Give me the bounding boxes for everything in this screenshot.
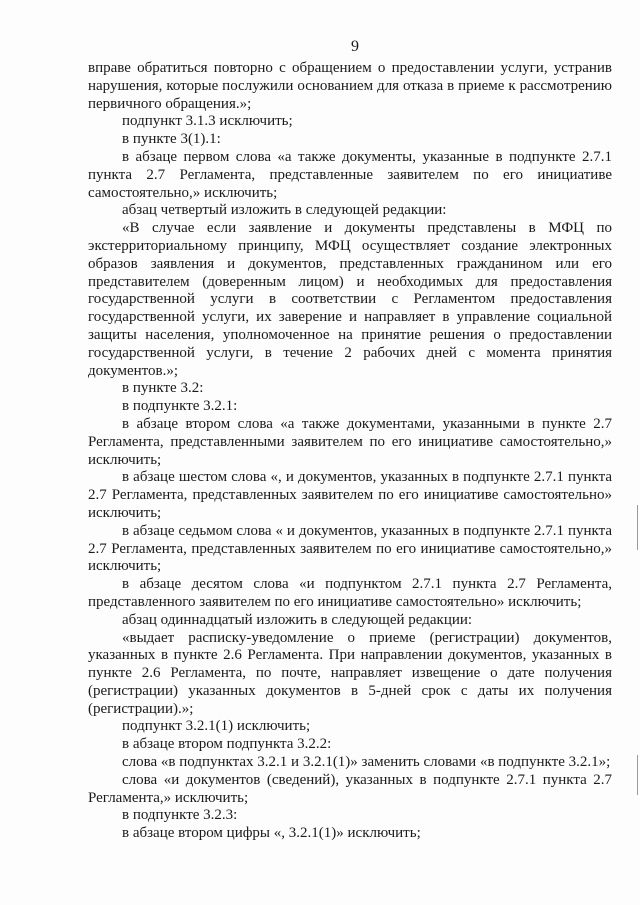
document-paragraph: в абзаце втором подпункта 3.2.2: bbox=[122, 736, 332, 753]
document-paragraph: в подпункте 3.2.1: bbox=[122, 398, 238, 415]
page-number: 9 bbox=[351, 38, 359, 55]
document-paragraph: абзац одиннадцатый изложить в следующей редакции: bbox=[122, 611, 473, 628]
document-paragraph: в абзаце первом слова «а также документы, указанные в подпункте 2.7.1 пункта 2.7 Регламента, представленные заявителем по его инициативе самостоятельно,» исключить; bbox=[88, 148, 612, 201]
document-paragraph: вправе обратиться повторно с обращением о предоставлении услуги, устранив нарушения, которые послужили основанием для отказа в приеме к рассмотрению первичного обращения.»; bbox=[88, 60, 612, 112]
scan-edge-mark bbox=[637, 755, 638, 795]
document-body bbox=[88, 60, 612, 843]
document-paragraph: в подпункте 3.2.3: bbox=[122, 807, 238, 824]
document-paragraph: в абзаце десятом слова «и подпунктом 2.7.1 пункта 2.7 Регламента, представленного заявителем по его инициативе самостоятельно» исключить; bbox=[88, 576, 612, 610]
document-paragraph: подпункт 3.1.3 исключить; bbox=[122, 113, 293, 130]
document-paragraph: в абзаце втором цифры «, 3.2.1(1)» исключить; bbox=[122, 825, 421, 842]
document-paragraph: слова «в подпунктах 3.2.1 и 3.2.1(1)» заменить словами «в подпункте 3.2.1»; bbox=[122, 754, 611, 771]
document-paragraph: подпункт 3.2.1(1) исключить; bbox=[122, 718, 311, 735]
document-paragraph: в пункте 3(1).1: bbox=[122, 131, 221, 148]
document-paragraph: в абзаце шестом слова «, и документов, указанных в подпункте 2.7.1 пункта 2.7 Регламента, представленных заявителем по его инициативе самостоятельно» исключить; bbox=[88, 469, 612, 521]
document-paragraph: «В случае если заявление и документы представлены в МФЦ по экстерриториальному принципу, МФЦ осуществляет создание электронных образов заявления и документов, представленных гражданином или его представителем (доверенным лицом) и необходимых для предоставления государственной услуги в соответствии с Регламентом предоставления государственной услуги, их заверение и направляет в управление социальной защиты населения, уполномоченное на принятие решения о предоставлении государственной услуги, в течение 2 рабочих дней с момента принятия документов.»; bbox=[88, 220, 612, 379]
document-paragraph: слова «и документов (сведений), указанных в подпункте 2.7.1 пункта 2.7 Регламента,» исключить; bbox=[88, 771, 612, 806]
document-paragraph: в пункте 3.2: bbox=[122, 380, 204, 397]
document-paragraph: в абзаце седьмом слова « и документов, указанных в подпункте 2.7.1 пункта 2.7 Регламента, представленных заявителем по его инициативе самостоятельно,» исключить; bbox=[88, 522, 612, 575]
document-paragraph: абзац четвертый изложить в следующей редакции: bbox=[122, 202, 447, 219]
document-paragraph: «выдает расписку-уведомление о приеме (регистрации) документов, указанных в пункте 2.6 Регламента. При направлении документов, указанных в пункте 2.6 Регламента, по почте, направляет извещение о дате получения (регистрации) указанных документов в 5-дней срок с даты их получения (регистрации).»; bbox=[88, 629, 612, 717]
document-paragraph: в абзаце втором слова «а также документами, указанными в пункте 2.7 Регламента, представленными заявителем по его инициативе самостоятельно,» исключить; bbox=[88, 415, 612, 468]
scan-edge-mark bbox=[637, 505, 638, 550]
